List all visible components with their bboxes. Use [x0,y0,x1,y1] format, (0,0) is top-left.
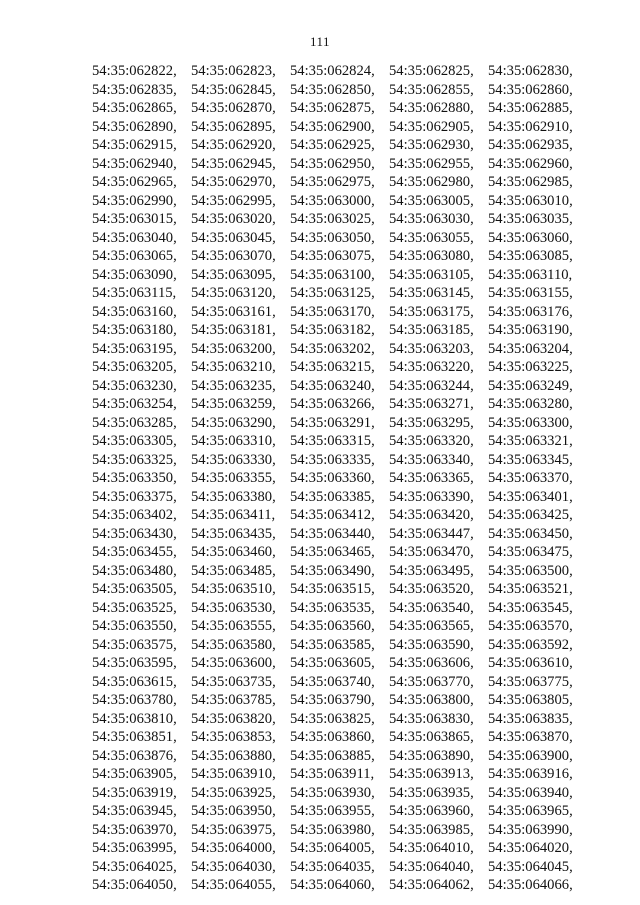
cadastral-number-entry: 54:35:063521, [488,581,573,597]
cadastral-number-entry: 54:35:063955, [290,803,375,819]
cadastral-number-entry: 54:35:063375, [92,488,177,505]
cadastral-number-entry: 54:35:062920, [191,137,276,153]
cadastral-number-entry: 54:35:064060, [290,877,375,893]
cadastral-number-entry: 54:35:063160, [92,303,177,320]
cadastral-number-entry: 54:35:063800, [389,692,474,708]
cadastral-number-entry: 54:35:063080, [389,248,474,264]
cadastral-number-entry: 54:35:063295, [389,414,474,431]
cadastral-number-entry: 54:35:063145, [389,285,474,301]
cadastral-number-entry: 54:35:062990, [92,192,177,209]
cadastral-number-entry: 54:35:063205, [92,359,177,375]
cadastral-number-entry: 54:35:062930, [389,137,474,153]
cadastral-number-entry: 54:35:063070, [191,248,276,264]
cadastral-number-entry: 54:35:063940, [488,784,573,801]
cadastral-number-entry: 54:35:063900, [488,747,573,764]
cadastral-number-entry: 54:35:063580, [191,636,276,653]
cadastral-number-entry: 54:35:063930, [290,784,375,801]
cadastral-number-entry: 54:35:063770, [389,673,474,690]
cadastral-number-entry: 54:35:063335, [290,451,375,468]
cadastral-number-entry: 54:35:063785, [191,692,276,708]
cadastral-number-entry: 54:35:063285, [92,414,177,431]
cadastral-number-entry: 54:35:063775, [488,673,573,690]
cadastral-number-entry: 54:35:062945, [191,155,276,172]
cadastral-number-entry: 54:35:063330, [191,451,276,468]
cadastral-number-entry: 54:35:063204, [488,340,573,357]
cadastral-number-entry: 54:35:063254, [92,396,177,412]
cadastral-number-entry: 54:35:063965, [488,803,573,819]
cadastral-number-entry: 54:35:063960, [389,803,474,819]
cadastral-number-entry: 54:35:062910, [488,118,573,135]
cadastral-number-entry: 54:35:062970, [191,174,276,190]
cadastral-number-entry: 54:35:062845, [191,81,276,98]
cadastral-number-entry: 54:35:063010, [488,192,573,209]
cadastral-number-entry: 54:35:063885, [290,747,375,764]
cadastral-number-entry: 54:35:062890, [92,118,177,135]
cadastral-number-entry: 54:35:063249, [488,377,573,394]
cadastral-number-entry: 54:35:063271, [389,396,474,412]
cadastral-number-entry: 54:35:063020, [191,211,276,227]
cadastral-number-entry: 54:35:063240, [290,377,375,394]
cadastral-number-entry: 54:35:063300, [488,414,573,431]
cadastral-number-list [92,62,584,895]
cadastral-number-entry: 54:35:062995, [191,192,276,209]
cadastral-number-entry: 54:35:063401, [488,488,573,505]
cadastral-number-entry: 54:35:063175, [389,303,474,320]
cadastral-number-entry: 54:35:063015, [92,211,177,227]
cadastral-number-entry: 54:35:063090, [92,266,177,283]
cadastral-number-entry: 54:35:063535, [290,599,375,616]
cadastral-number-entry: 54:35:063853, [191,729,276,745]
cadastral-number-entry: 54:35:063210, [191,359,276,375]
cadastral-number-entry: 54:35:063485, [191,562,276,579]
cadastral-number-entry: 54:35:062850, [290,81,375,98]
cadastral-number-entry: 54:35:063525, [92,599,177,616]
cadastral-number-entry: 54:35:063735, [191,673,276,690]
cadastral-number-entry: 54:35:063040, [92,229,177,246]
cadastral-number-entry: 54:35:063425, [488,507,573,523]
cadastral-number-entry: 54:35:063575, [92,636,177,653]
cadastral-number-entry: 54:35:063170, [290,303,375,320]
cadastral-number-entry: 54:35:063970, [92,821,177,838]
cadastral-number-entry: 54:35:063880, [191,747,276,764]
cadastral-number-entry: 54:35:063950, [191,803,276,819]
cadastral-number-entry: 54:35:063095, [191,266,276,283]
cadastral-number-entry: 54:35:063990, [488,821,573,838]
cadastral-number-entry: 54:35:063585, [290,636,375,653]
cadastral-number-entry: 54:35:063060, [488,229,573,246]
cadastral-number-entry: 54:35:063470, [389,544,474,560]
cadastral-number-entry: 54:35:063110, [488,266,573,283]
cadastral-number-entry: 54:35:063200, [191,340,276,357]
cadastral-number-entry: 54:35:063115, [92,285,177,301]
cadastral-number-entry: 54:35:062900, [290,118,375,135]
cadastral-number-entry: 54:35:063851, [92,729,177,745]
cadastral-number-entry: 54:35:063592, [488,636,573,653]
cadastral-number-entry: 54:35:063340, [389,451,474,468]
cadastral-number-entry: 54:35:063390, [389,488,474,505]
cadastral-number-entry: 54:35:063555, [191,618,276,634]
cadastral-number-entry: 54:35:063230, [92,377,177,394]
cadastral-number-entry: 54:35:063120, [191,285,276,301]
cadastral-number-entry: 54:35:063450, [488,525,573,542]
cadastral-number-entry: 54:35:063215, [290,359,375,375]
cadastral-number-entry: 54:35:063865, [389,729,474,745]
cadastral-number-entry: 54:35:063820, [191,710,276,727]
cadastral-number-entry: 54:35:063315, [290,433,375,449]
cadastral-number-entry: 54:35:062940, [92,155,177,172]
cadastral-number-entry: 54:35:063420, [389,507,474,523]
cadastral-number-entry: 54:35:063125, [290,285,375,301]
cadastral-number-entry: 54:35:063290, [191,414,276,431]
cadastral-number-entry: 54:35:063510, [191,581,276,597]
cadastral-number-entry: 54:35:064050, [92,877,177,893]
cadastral-number-entry: 54:35:063910, [191,766,276,782]
cadastral-number-entry: 54:35:063355, [191,470,276,486]
cadastral-number-entry: 54:35:063805, [488,692,573,708]
cadastral-number-entry: 54:35:062965, [92,174,177,190]
cadastral-number-entry: 54:35:063615, [92,673,177,690]
cadastral-number-entry: 54:35:063490, [290,562,375,579]
cadastral-number-entry: 54:35:062960, [488,155,573,172]
cadastral-number-entry: 54:35:063203, [389,340,474,357]
cadastral-number-entry: 54:35:063365, [389,470,474,486]
cadastral-number-entry: 54:35:063190, [488,322,573,338]
cadastral-number-entry: 54:35:063530, [191,599,276,616]
cadastral-number-entry: 54:35:063610, [488,655,573,671]
cadastral-number-entry: 54:35:063916, [488,766,573,782]
cadastral-number-entry: 54:35:063182, [290,322,375,338]
cadastral-number-entry: 54:35:064020, [488,840,573,856]
cadastral-number-entry: 54:35:063321, [488,433,573,449]
cadastral-number-entry: 54:35:063161, [191,303,276,320]
cadastral-number-entry: 54:35:062835, [92,81,177,98]
cadastral-number-entry: 54:35:063565, [389,618,474,634]
cadastral-number-entry: 54:35:062822, [92,63,177,79]
cadastral-number-entry: 54:35:062823, [191,63,276,79]
cadastral-number-entry: 54:35:063310, [191,433,276,449]
cadastral-number-entry: 54:35:063455, [92,544,177,560]
cadastral-number-entry: 54:35:063305, [92,433,177,449]
cadastral-number-entry: 54:35:063980, [290,821,375,838]
cadastral-number-entry: 54:35:063412, [290,507,375,523]
cadastral-number-entry: 54:35:063540, [389,599,474,616]
cadastral-number-entry: 54:35:063520, [389,581,474,597]
cadastral-number-entry: 54:35:063830, [389,710,474,727]
cadastral-number-entry: 54:35:062865, [92,100,177,116]
cadastral-number-entry: 54:35:062855, [389,81,474,98]
cadastral-number-entry: 54:35:063590, [389,636,474,653]
cadastral-number-entry: 54:35:063402, [92,507,177,523]
cadastral-number-entry: 54:35:064030, [191,858,276,875]
cadastral-number-entry: 54:35:063905, [92,766,177,782]
cadastral-number-entry: 54:35:063919, [92,784,177,801]
cadastral-number-entry: 54:35:063545, [488,599,573,616]
cadastral-number-entry: 54:35:062915, [92,137,177,153]
cadastral-number-entry: 54:35:063740, [290,673,375,690]
cadastral-number-entry: 54:35:064055, [191,877,276,893]
cadastral-number-entry: 54:35:062825, [389,63,474,79]
cadastral-number-entry: 54:35:063176, [488,303,573,320]
cadastral-number-entry: 54:35:063560, [290,618,375,634]
cadastral-number-entry: 54:35:063500, [488,562,573,579]
cadastral-number-entry: 54:35:063235, [191,377,276,394]
cadastral-number-entry: 54:35:063913, [389,766,474,782]
cadastral-number-entry: 54:35:063025, [290,211,375,227]
cadastral-number-entry: 54:35:064025, [92,858,177,875]
cadastral-number-entry: 54:35:063435, [191,525,276,542]
cadastral-number-entry: 54:35:062885, [488,100,573,116]
cadastral-number-entry: 54:35:064035, [290,858,375,875]
cadastral-number-entry: 54:35:063030, [389,211,474,227]
cadastral-number-entry: 54:35:063447, [389,525,474,542]
cadastral-number-entry: 54:35:062950, [290,155,375,172]
cadastral-number-entry: 54:35:063430, [92,525,177,542]
cadastral-number-entry: 54:35:063870, [488,729,573,745]
cadastral-number-entry: 54:35:063465, [290,544,375,560]
cadastral-number-entry: 54:35:064010, [389,840,474,856]
cadastral-number-entry: 54:35:063370, [488,470,573,486]
cadastral-number-entry: 54:35:063515, [290,581,375,597]
cadastral-number-entry: 54:35:062875, [290,100,375,116]
cadastral-number-entry: 54:35:063790, [290,692,375,708]
cadastral-number-entry: 54:35:064066, [488,877,573,893]
cadastral-number-entry: 54:35:063345, [488,451,573,468]
cadastral-number-entry: 54:35:063480, [92,562,177,579]
cadastral-number-entry: 54:35:063181, [191,322,276,338]
cadastral-number-entry: 54:35:062935, [488,137,573,153]
cadastral-number-entry: 54:35:063835, [488,710,573,727]
cadastral-number-entry: 54:35:063202, [290,340,375,357]
cadastral-number-entry: 54:35:063605, [290,655,375,671]
cadastral-number-entry: 54:35:063065, [92,248,177,264]
cadastral-number-entry: 54:35:064062, [389,877,474,893]
cadastral-number-entry: 54:35:063350, [92,470,177,486]
cadastral-number-entry: 54:35:063045, [191,229,276,246]
cadastral-number-entry: 54:35:063380, [191,488,276,505]
cadastral-number-entry: 54:35:062925, [290,137,375,153]
cadastral-number-entry: 54:35:062860, [488,81,573,98]
cadastral-number-entry: 54:35:063075, [290,248,375,264]
cadastral-number-entry: 54:35:063570, [488,618,573,634]
cadastral-number-entry: 54:35:063975, [191,821,276,838]
cadastral-number-entry: 54:35:063195, [92,340,177,357]
cadastral-number-entry: 54:35:063000, [290,192,375,209]
cadastral-number-entry: 54:35:062975, [290,174,375,190]
cadastral-number-entry: 54:35:063291, [290,414,375,431]
cadastral-number-entry: 54:35:063935, [389,784,474,801]
cadastral-number-entry: 54:35:064040, [389,858,474,875]
cadastral-number-entry: 54:35:062985, [488,174,573,190]
cadastral-number-entry: 54:35:063050, [290,229,375,246]
cadastral-number-entry: 54:35:063606, [389,655,474,671]
cadastral-number-entry: 54:35:063180, [92,322,177,338]
cadastral-number-entry: 54:35:063411, [191,507,276,523]
cadastral-number-entry: 54:35:063105, [389,266,474,283]
cadastral-number-entry: 54:35:063890, [389,747,474,764]
cadastral-number-entry: 54:35:063100, [290,266,375,283]
cadastral-number-entry: 54:35:063825, [290,710,375,727]
cadastral-number-entry: 54:35:063325, [92,451,177,468]
cadastral-number-entry: 54:35:063925, [191,784,276,801]
cadastral-number-entry: 54:35:063550, [92,618,177,634]
cadastral-number-entry: 54:35:062895, [191,118,276,135]
cadastral-number-entry: 54:35:062830, [488,63,573,79]
cadastral-number-entry: 54:35:063995, [92,840,177,856]
cadastral-number-entry: 54:35:063266, [290,396,375,412]
cadastral-number-entry: 54:35:063911, [290,766,375,782]
cadastral-number-entry: 54:35:063810, [92,710,177,727]
cadastral-number-entry: 54:35:063155, [488,285,573,301]
cadastral-number-entry: 54:35:063600, [191,655,276,671]
cadastral-number-entry: 54:35:063244, [389,377,474,394]
cadastral-number-entry: 54:35:063005, [389,192,474,209]
cadastral-number-entry: 54:35:063225, [488,359,573,375]
cadastral-number-entry: 54:35:063259, [191,396,276,412]
cadastral-number-entry: 54:35:064045, [488,858,573,875]
cadastral-number-entry: 54:35:063440, [290,525,375,542]
cadastral-number-entry: 54:35:064005, [290,840,375,856]
cadastral-number-entry: 54:35:063035, [488,211,573,227]
cadastral-number-entry: 54:35:062880, [389,100,474,116]
cadastral-number-entry: 54:35:063475, [488,544,573,560]
cadastral-number-entry: 54:35:063360, [290,470,375,486]
cadastral-number-entry: 54:35:063460, [191,544,276,560]
cadastral-number-entry: 54:35:063320, [389,433,474,449]
cadastral-number-entry: 54:35:062905, [389,118,474,135]
cadastral-number-entry: 54:35:063505, [92,581,177,597]
cadastral-number-entry: 54:35:063495, [389,562,474,579]
cadastral-number-entry: 54:35:062980, [389,174,474,190]
cadastral-number-entry: 54:35:063185, [389,322,474,338]
cadastral-number-entry: 54:35:064000, [191,840,276,856]
cadastral-number-entry: 54:35:063595, [92,655,177,671]
cadastral-number-entry: 54:35:063085, [488,248,573,264]
cadastral-number-entry: 54:35:063860, [290,729,375,745]
cadastral-number-entry: 54:35:063876, [92,747,177,764]
cadastral-number-entry: 54:35:062955, [389,155,474,172]
cadastral-number-entry: 54:35:062824, [290,63,375,79]
page-number: 111 [309,34,331,49]
cadastral-number-entry: 54:35:063280, [488,396,573,412]
cadastral-number-entry: 54:35:062870, [191,100,276,116]
cadastral-number-entry: 54:35:063985, [389,821,474,838]
cadastral-number-entry: 54:35:063385, [290,488,375,505]
cadastral-number-entry: 54:35:063055, [389,229,474,246]
cadastral-number-entry: 54:35:063780, [92,692,177,708]
cadastral-number-entry: 54:35:063220, [389,359,474,375]
cadastral-number-entry: 54:35:063945, [92,803,177,819]
